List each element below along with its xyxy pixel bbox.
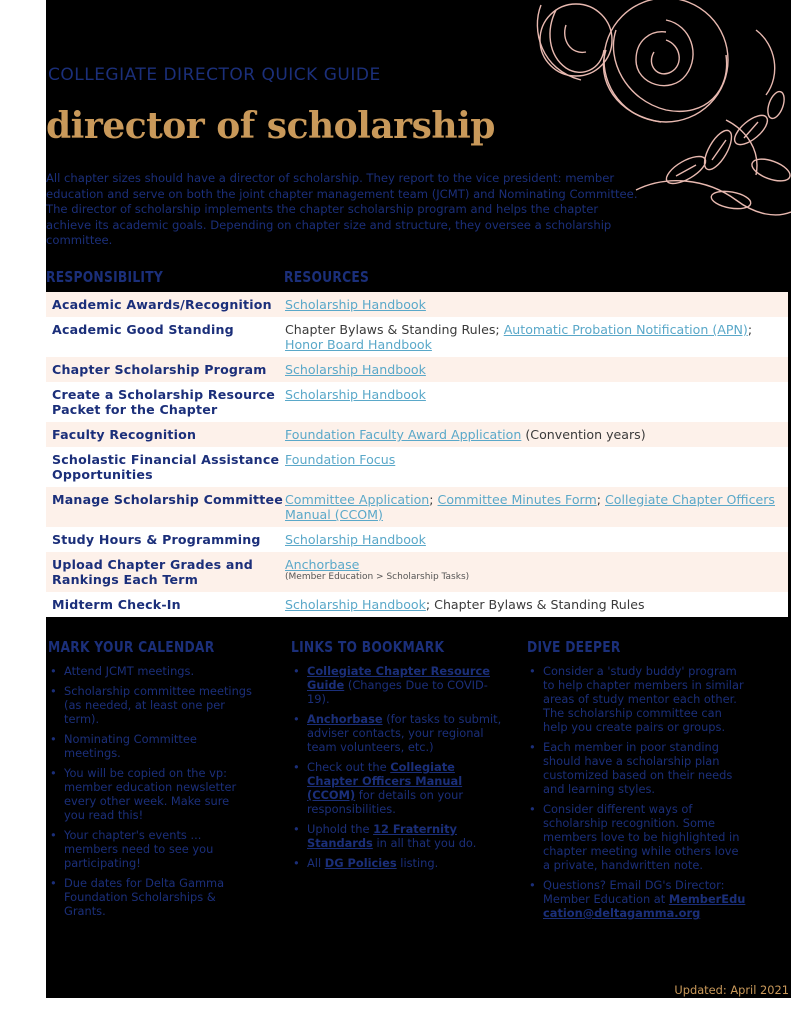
list-item (291, 760, 506, 816)
resource-link[interactable]: Committee Minutes Form (437, 492, 597, 507)
list-item-text: (Changes Due to COVID-19). (307, 678, 488, 706)
list-item (291, 822, 506, 850)
resources-cell (285, 427, 788, 442)
list-item-text: for details on your responsibilities. (307, 788, 464, 816)
table-row (46, 447, 788, 487)
resource-link[interactable]: Committee Application (285, 492, 430, 507)
list-item (291, 856, 506, 870)
list-item-text: Uphold the (307, 822, 374, 836)
page-title: director of scholarship (46, 105, 495, 147)
resource-link[interactable]: Scholarship Handbook (285, 297, 426, 312)
resource-link[interactable]: Scholarship Handbook (285, 387, 426, 402)
table-row (46, 317, 788, 357)
responsibility-cell: Chapter Scholarship Program (52, 362, 267, 377)
resources-cell (285, 597, 788, 612)
list-item-text: Check out the (307, 760, 391, 774)
calendar-title: MARK YOUR CALENDAR (48, 638, 215, 656)
list-item: • You will be copied on the vp: member education newsletter every other week. Make sure you read this! (48, 766, 253, 822)
table-row (46, 292, 788, 317)
list-item: • Scholarship committee meetings (as needed, at least one per term). (48, 684, 253, 726)
table-row (46, 527, 788, 552)
resource-separator: ; (429, 492, 438, 507)
responsibility-cell: Faculty Recognition (52, 427, 197, 442)
resource-separator: ; (747, 322, 753, 337)
dg-policies-link[interactable]: DG Policies (324, 856, 397, 870)
responsibility-cell: Study Hours & Programming (52, 532, 261, 547)
dive-deeper-title: DIVE DEEPER (527, 638, 621, 656)
links-list (291, 664, 506, 870)
resources-cell (285, 297, 788, 312)
resource-link[interactable]: Collegiate Chapter Officers Manual (CCOM) (285, 492, 775, 522)
email-link[interactable]: MemberEducation@deltagamma.org (543, 892, 746, 920)
responsibility-cell: Create a Scholarship Resource Packet for the Chapter (52, 387, 276, 417)
resource-separator: ; (596, 492, 605, 507)
resource-link[interactable]: Anchorbase (285, 557, 360, 572)
ccom-link[interactable]: Collegiate Chapter Officers Manual (CCOM) (307, 760, 463, 802)
list-item-text: listing. (396, 856, 439, 870)
page (46, 0, 791, 998)
responsibility-cell: Upload Chapter Grades and Rankings Each Term (52, 557, 253, 587)
list-item: • Each member in poor standing should have a scholarship plan customized based on their needs and learning styles. (527, 740, 747, 796)
resource-link[interactable]: Scholarship Handbook (285, 597, 426, 612)
updated-date: Updated: April 2021 (674, 983, 789, 997)
table-row (46, 552, 788, 592)
calendar-section (48, 638, 253, 924)
resource-text: ; Chapter Bylaws & Standing Rules (425, 597, 645, 612)
resource-text: (Convention years) (521, 427, 646, 442)
dive-deeper-list (527, 664, 747, 920)
calendar-list (48, 664, 253, 918)
list-item-text: All (307, 856, 325, 870)
resources-cell (285, 532, 788, 547)
resource-link[interactable]: Foundation Focus (285, 452, 396, 467)
resources-cell (285, 452, 788, 482)
table-row (46, 422, 788, 447)
responsibility-header: RESPONSIBILITY (46, 268, 164, 286)
resource-link[interactable]: Scholarship Handbook (285, 362, 426, 377)
guide-label: COLLEGIATE DIRECTOR QUICK GUIDE (48, 65, 381, 85)
list-item: • Your chapter's events ... members need to see you participating! (48, 828, 253, 870)
responsibility-cell: Academic Good Standing (52, 322, 234, 337)
list-item (527, 878, 747, 920)
resources-cell (285, 362, 788, 377)
responsibility-table (46, 292, 788, 617)
resource-link[interactable]: Scholarship Handbook (285, 532, 426, 547)
fraternity-standards-link[interactable]: 12 Fraternity Standards (307, 822, 457, 850)
resource-note: (Member Education > Scholarship Tasks) (285, 572, 470, 582)
resource-link[interactable]: Honor Board Handbook (285, 337, 432, 352)
list-item-text: Questions? Email DG's Director: Member Education at (543, 878, 725, 906)
resource-guide-link[interactable]: Collegiate Chapter Resource Guide (307, 664, 490, 692)
table-row (46, 592, 788, 617)
list-item: • Consider different ways of scholarship recognition. Some members love to be highlighted in chapter meeting while others love a private, handwritten note. (527, 802, 747, 872)
responsibility-cell: Midterm Check-In (52, 597, 181, 612)
list-item (291, 664, 506, 706)
resource-text: Chapter Bylaws & Standing Rules; (285, 322, 504, 337)
responsibility-cell: Scholastic Financial Assistance Opportunities (52, 452, 280, 482)
links-title: LINKS TO BOOKMARK (291, 638, 445, 656)
resources-cell (285, 557, 788, 587)
resource-link[interactable]: Automatic Probation Notification (APN) (503, 322, 748, 337)
responsibility-cell: Manage Scholarship Committee (52, 492, 283, 507)
links-section (291, 638, 506, 876)
resources-cell (285, 492, 788, 522)
list-item: • Consider a 'study buddy' program to help chapter members in similar areas of study mentor each other. The scholarship committee can help you create pairs or groups. (527, 664, 747, 734)
table-row (46, 357, 788, 382)
list-item-text: (for tasks to submit, adviser contacts, your regional team volunteers, etc.) (307, 712, 502, 754)
responsibility-cell: Academic Awards/Recognition (52, 297, 272, 312)
intro-paragraph: All chapter sizes should have a director of scholarship. They report to the vice president: member education and serve on both the joint chapter management team (JCMT) and Nominating Committee. The director of scholarship implements the chapter scholarship program and helps the chapter achieve its academic goals. Depending on chapter size and structure, they oversee a scholarship committee. (46, 171, 638, 247)
list-item (291, 712, 506, 754)
resource-link[interactable]: Foundation Faculty Award Application (285, 427, 522, 442)
list-item: • Nominating Committee meetings. (48, 732, 253, 760)
table-row (46, 382, 788, 422)
list-item: • Attend JCMT meetings. (48, 664, 253, 678)
resources-header: RESOURCES (284, 268, 370, 286)
anchorbase-link[interactable]: Anchorbase (307, 712, 383, 726)
resources-cell (285, 322, 788, 352)
list-item-text: in all that you do. (372, 836, 477, 850)
list-item: • Due dates for Delta Gamma Foundation Scholarships & Grants. (48, 876, 253, 918)
dive-deeper-section (527, 638, 747, 926)
resources-cell (285, 387, 788, 417)
table-row (46, 487, 788, 527)
